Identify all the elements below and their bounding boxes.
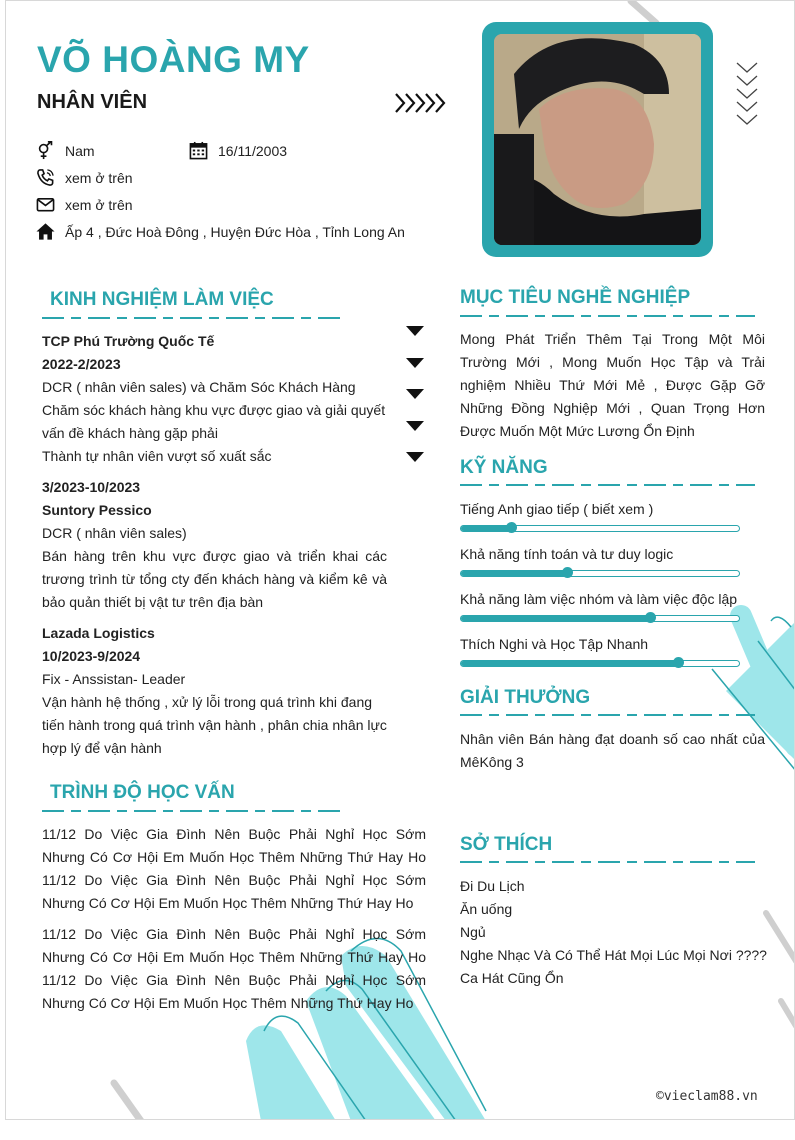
cv-page bbox=[5, 0, 795, 1120]
candidate-name: VÕ HOÀNG MY bbox=[37, 39, 310, 80]
job1-company: TCP Phú Trường Quốc Tế bbox=[42, 333, 215, 349]
education-entry-1: 11/12 Do Việc Gia Đình Nên Buộc Phải Nghỉ Học Sớm Nhưng Có Cơ Hội Em Muốn Học Thêm Những Thứ Hay Ho 11/12 Do Việc Gia Đình Nên Buộc Phải Nghỉ Học Sớm Nhưng Có Cơ Hội Em Muốn Học Thêm Những Thứ Hay Ho bbox=[42, 826, 426, 911]
gender-value: Nam bbox=[65, 142, 95, 159]
dob-value: 16/11/2003 bbox=[218, 142, 288, 159]
skill-1-fill bbox=[461, 526, 511, 531]
home-icon bbox=[36, 222, 55, 241]
education-title: TRÌNH ĐỘ HỌC VẤN bbox=[50, 782, 235, 803]
objective-text: Mong Phát Triển Thêm Tại Trong Một Môi Trường Mới , Mong Muốn Học Tập và Trải nghiệm Nhiều Thứ Mới Mẻ , Được Gặp Gỡ Những Đồng Nghiệp Mới , Quan Trọng Hơn Được Muốn Một Mức Lương Ổn Định bbox=[460, 331, 765, 439]
awards-title-underline bbox=[460, 713, 755, 717]
skill-1-bar bbox=[460, 525, 740, 532]
hobby-item: Ngủ bbox=[460, 924, 486, 940]
address-value: Ấp 4 , Đức Hoà Đông , Huyện Đức Hòa , Tỉnh Long An bbox=[65, 223, 405, 240]
skills-title-underline bbox=[460, 483, 755, 487]
phone-icon bbox=[36, 168, 55, 187]
experience-title: KINH NGHIỆM LÀM VIỆC bbox=[50, 289, 274, 310]
triangle-down-icon bbox=[406, 358, 424, 368]
skill-4-name: Thích Nghi và Học Tập Nhanh bbox=[460, 636, 649, 652]
awards-title: GIẢI THƯỞNG bbox=[460, 687, 591, 708]
skill-1-knob bbox=[506, 522, 517, 533]
info-gender bbox=[36, 141, 95, 160]
job1-extra: Thành tự nhân viên vượt số xuất sắc bbox=[42, 448, 272, 464]
triangle-down-icon bbox=[406, 452, 424, 462]
skill-4-bar bbox=[460, 660, 740, 667]
job2-period: 3/2023-10/2023 bbox=[42, 479, 141, 495]
job3-role: Fix - Anssistan- Leader bbox=[42, 671, 186, 687]
skill-1-name: Tiếng Anh giao tiếp ( biết xem ) bbox=[460, 501, 654, 517]
job2-company: Suntory Pessico bbox=[42, 502, 152, 518]
skill-3-name: Khả năng làm việc nhóm và làm việc độc lập bbox=[460, 591, 738, 607]
education-title-underline bbox=[42, 809, 342, 813]
job1-role: DCR ( nhân viên sales) và Chăm Sóc Khách Hàng bbox=[42, 379, 356, 395]
hobby-item: Ca Hát Cũng Ổn bbox=[460, 970, 564, 986]
awards-text: Nhân viên Bán hàng đạt doanh số cao nhất của MêKông 3 bbox=[460, 731, 765, 770]
info-email bbox=[36, 195, 133, 214]
education-entry-2: 11/12 Do Việc Gia Đình Nên Buộc Phải Nghỉ Học Sớm Nhưng Có Cơ Hội Em Muốn Học Thêm Những Thứ Hay Ho 11/12 Do Việc Gia Đình Nên Buộc Phải Nghỉ Học Sớm Nhưng Có Cơ Hội Em Muốn Học Thêm Những Thứ Hay Ho bbox=[42, 926, 426, 1011]
objective-title: MỤC TIÊU NGHỀ NGHIỆP bbox=[460, 287, 691, 308]
hobby-item: Ăn uống bbox=[460, 901, 513, 917]
phone-value: xem ở trên bbox=[65, 169, 133, 186]
hobby-item: Nghe Nhạc Và Có Thể Hát Mọi Lúc Mọi Nơi ???? bbox=[460, 947, 767, 963]
skill-2-name: Khả năng tính toán và tư duy logic bbox=[460, 546, 674, 562]
job1-desc: Chăm sóc khách hàng khu vực được giao và giải quyết vấn đề khách hàng gặp phải bbox=[42, 402, 386, 441]
skill-4-fill bbox=[461, 661, 678, 666]
chevrons-down-icon bbox=[736, 61, 760, 129]
skill-3-fill bbox=[461, 616, 650, 621]
job3-company: Lazada Logistics bbox=[42, 625, 155, 641]
info-address bbox=[36, 222, 405, 241]
hobbies-title: SỞ THÍCH bbox=[460, 834, 553, 855]
skill-2-fill bbox=[461, 571, 567, 576]
job2-desc: Bán hàng trên khu vực được giao và triển khai các trương trình từ tổng cty đến khách hàng và kiểm kê và bảo quản thiết bị vật tư trên địa bàn bbox=[42, 548, 387, 610]
photo-frame bbox=[482, 22, 713, 257]
email-value: xem ở trên bbox=[65, 196, 133, 213]
triangle-down-icon bbox=[406, 421, 424, 431]
skill-4-knob bbox=[673, 657, 684, 668]
objective-title-underline bbox=[460, 314, 755, 318]
job1-period: 2022-2/2023 bbox=[42, 356, 121, 372]
info-dob bbox=[189, 141, 287, 160]
skill-3-bar bbox=[460, 615, 740, 622]
skill-2-knob bbox=[562, 567, 573, 578]
experience-title-underline bbox=[42, 316, 342, 320]
info-phone bbox=[36, 168, 133, 187]
chevrons-right-icon bbox=[394, 92, 449, 114]
job3-desc: Vận hành hệ thống , xử lý lỗi trong quá trình khi đang tiến hành trong quá trình vận hành , phân chia nhân lực hợp lý để vận hành bbox=[42, 694, 387, 756]
hobby-item: Đi Du Lịch bbox=[460, 878, 525, 894]
triangle-down-icon bbox=[406, 389, 424, 399]
job3-period: 10/2023-9/2024 bbox=[42, 648, 141, 664]
email-icon bbox=[36, 195, 55, 214]
hobbies-title-underline bbox=[460, 860, 755, 864]
profile-photo bbox=[494, 34, 701, 245]
calendar-icon bbox=[189, 141, 208, 160]
skill-2-bar bbox=[460, 570, 740, 577]
watermark: ©vieclam88.vn bbox=[656, 1089, 758, 1104]
skill-3-knob bbox=[645, 612, 656, 623]
job2-role: DCR ( nhân viên sales) bbox=[42, 525, 187, 541]
triangle-down-icon bbox=[406, 326, 424, 336]
gender-icon bbox=[36, 141, 55, 160]
candidate-position: NHÂN VIÊN bbox=[37, 91, 148, 113]
skills-title: KỸ NĂNG bbox=[460, 457, 548, 478]
